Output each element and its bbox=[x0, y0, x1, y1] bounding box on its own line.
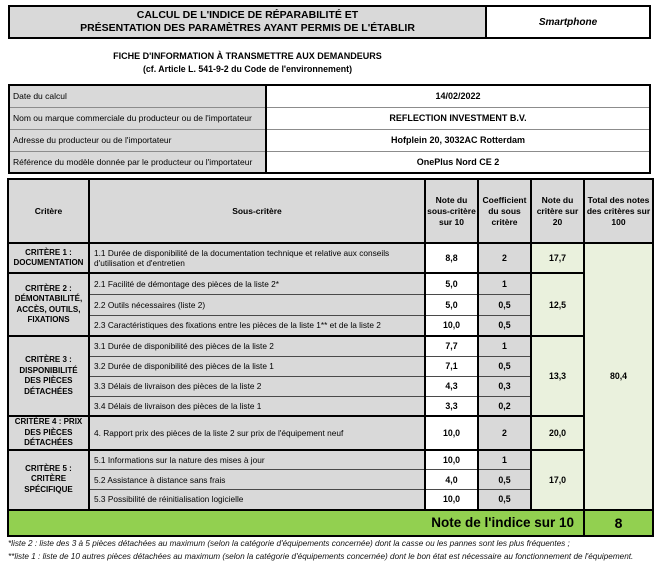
subtitle-line-1: FICHE D'INFORMATION À TRANSMETTRE AUX DEMANDEURS bbox=[8, 51, 487, 61]
index-result-value: 8 bbox=[584, 510, 653, 536]
criterion-3-label: CRITÈRE 3 : DISPONIBILITÉ DES PIÈCES DÉTACHÉES bbox=[8, 336, 89, 416]
criterion-2-label: CRITÈRE 2 : DÉMONTABILITÉ, ACCÈS, OUTILS, FIXATIONS bbox=[8, 273, 89, 336]
sub-criterion-5-2: 5.2 Assistance à distance sans frais bbox=[89, 470, 425, 490]
info-row-model-reference bbox=[9, 151, 650, 173]
note20-criterion-5: 17,0 bbox=[531, 450, 584, 510]
info-label-producer-address: Adresse du producteur ou de l'importateur bbox=[9, 129, 266, 151]
criteria-table-header-row bbox=[8, 179, 653, 243]
sub-criterion-5-1: 5.1 Informations sur la nature des mises à jour bbox=[89, 450, 425, 470]
note10-2-3: 10,0 bbox=[425, 315, 478, 336]
col-header-note20: Note du critère sur 20 bbox=[531, 179, 584, 243]
note10-3-4: 3,3 bbox=[425, 396, 478, 416]
info-value-producer-name: REFLECTION INVESTMENT B.V. bbox=[266, 107, 650, 129]
row-sub-4 bbox=[8, 416, 653, 450]
criterion-4-label: CRITÈRE 4 : PRIX DES PIÈCES DÉTACHÉES bbox=[8, 416, 89, 450]
coef-5-3: 0,5 bbox=[478, 490, 531, 510]
note10-4: 10,0 bbox=[425, 416, 478, 450]
index-result-row bbox=[8, 510, 653, 536]
title-line-2: PRÉSENTATION DES PARAMÈTRES AYANT PERMIS DE L'ÉTABLIR bbox=[80, 22, 415, 35]
criterion-5-label: CRITÈRE 5 : CRITÈRE SPÉCIFIQUE bbox=[8, 450, 89, 510]
criterion-1-label: CRITÈRE 1 : DOCUMENTATION bbox=[8, 243, 89, 273]
row-sub-1-1 bbox=[8, 243, 653, 273]
coef-3-2: 0,5 bbox=[478, 356, 531, 376]
sub-criterion-5-3: 5.3 Possibilité de réinitialisation logicielle bbox=[89, 490, 425, 510]
note10-1-1: 8,8 bbox=[425, 243, 478, 273]
info-label-date: Date du calcul bbox=[9, 85, 266, 107]
row-sub-3-1 bbox=[8, 336, 653, 356]
sub-criterion-4: 4. Rapport prix des pièces de la liste 2 sur prix de l'équipement neuf bbox=[89, 416, 425, 450]
title-box bbox=[8, 5, 651, 39]
col-header-critere: Critère bbox=[8, 179, 89, 243]
note20-criterion-4: 20,0 bbox=[531, 416, 584, 450]
note20-criterion-3: 13,3 bbox=[531, 336, 584, 416]
coef-3-4: 0,2 bbox=[478, 396, 531, 416]
info-label-producer-name: Nom ou marque commerciale du producteur ou de l'importateur bbox=[9, 107, 266, 129]
info-label-model-reference: Référence du modèle donnée par le producteur ou l'importateur bbox=[9, 151, 266, 173]
product-category: Smartphone bbox=[487, 7, 649, 37]
coef-1-1: 2 bbox=[478, 243, 531, 273]
document-title bbox=[10, 7, 487, 37]
subtitle-line-2: (cf. Article L. 541-9-2 du Code de l'environnement) bbox=[8, 64, 487, 74]
total-notes-100: 80,4 bbox=[584, 243, 653, 510]
subtitle-block bbox=[8, 51, 487, 74]
index-result-label: Note de l'indice sur 10 bbox=[8, 510, 584, 536]
sub-criterion-2-1: 2.1 Facilité de démontage des pièces de la liste 2* bbox=[89, 273, 425, 294]
col-header-total100: Total des notes des critères sur 100 bbox=[584, 179, 653, 243]
product-info-table bbox=[8, 84, 651, 174]
col-header-coefficient: Coefficient du sous critère bbox=[478, 179, 531, 243]
coef-5-1: 1 bbox=[478, 450, 531, 470]
coef-4: 2 bbox=[478, 416, 531, 450]
footnote-liste-2: *liste 2 : liste des 3 à 5 pièces détachées au maximum (selon la catégorie d'équipements concernée) dont la casse ou les pannes sont les plus fréquentes ; bbox=[8, 538, 653, 551]
coef-2-1: 1 bbox=[478, 273, 531, 294]
row-sub-2-1 bbox=[8, 273, 653, 294]
sub-criterion-2-2: 2.2 Outils nécessaires (liste 2) bbox=[89, 294, 425, 315]
note10-2-1: 5,0 bbox=[425, 273, 478, 294]
sub-criterion-3-4: 3.4 Délais de livraison des pièces de la liste 1 bbox=[89, 396, 425, 416]
sub-criterion-1-1: 1.1 Durée de disponibilité de la documentation technique et relative aux conseils d'utilisation et d'entretien bbox=[89, 243, 425, 273]
info-value-producer-address: Hofplein 20, 3032AC Rotterdam bbox=[266, 129, 650, 151]
sub-criterion-2-3: 2.3 Caractéristiques des fixations entre les pièces de la liste 1** et de la liste 2 bbox=[89, 315, 425, 336]
note10-3-2: 7,1 bbox=[425, 356, 478, 376]
col-header-note10: Note du sous-critère sur 10 bbox=[425, 179, 478, 243]
row-sub-5-1 bbox=[8, 450, 653, 470]
info-row-producer-name bbox=[9, 107, 650, 129]
info-row-date bbox=[9, 85, 650, 107]
col-header-sous-critere: Sous-critère bbox=[89, 179, 425, 243]
sub-criterion-3-3: 3.3 Délais de livraison des pièces de la liste 2 bbox=[89, 376, 425, 396]
criteria-table bbox=[7, 178, 654, 537]
note20-criterion-1: 17,7 bbox=[531, 243, 584, 273]
coef-3-1: 1 bbox=[478, 336, 531, 356]
note10-5-1: 10,0 bbox=[425, 450, 478, 470]
sub-criterion-3-2: 3.2 Durée de disponibilité des pièces de la liste 1 bbox=[89, 356, 425, 376]
note10-3-3: 4,3 bbox=[425, 376, 478, 396]
info-value-model-reference: OnePlus Nord CE 2 bbox=[266, 151, 650, 173]
coef-3-3: 0,3 bbox=[478, 376, 531, 396]
note10-5-3: 10,0 bbox=[425, 490, 478, 510]
title-line-1: CALCUL DE L'INDICE DE RÉPARABILITÉ ET bbox=[137, 9, 358, 22]
note10-5-2: 4,0 bbox=[425, 470, 478, 490]
coef-2-2: 0,5 bbox=[478, 294, 531, 315]
info-value-date: 14/02/2022 bbox=[266, 85, 650, 107]
note10-3-1: 7,7 bbox=[425, 336, 478, 356]
note10-2-2: 5,0 bbox=[425, 294, 478, 315]
footnote-liste-1: **liste 1 : liste de 10 autres pièces détachées au maximum (selon la catégorie d'équipements concernée) dont le bon état est nécessaire au fonctionnement de l'équipement. bbox=[8, 551, 653, 563]
coef-2-3: 0,5 bbox=[478, 315, 531, 336]
sub-criterion-3-1: 3.1 Durée de disponibilité des pièces de la liste 2 bbox=[89, 336, 425, 356]
footnotes bbox=[8, 538, 653, 563]
info-row-producer-address bbox=[9, 129, 650, 151]
note20-criterion-2: 12,5 bbox=[531, 273, 584, 336]
coef-5-2: 0,5 bbox=[478, 470, 531, 490]
